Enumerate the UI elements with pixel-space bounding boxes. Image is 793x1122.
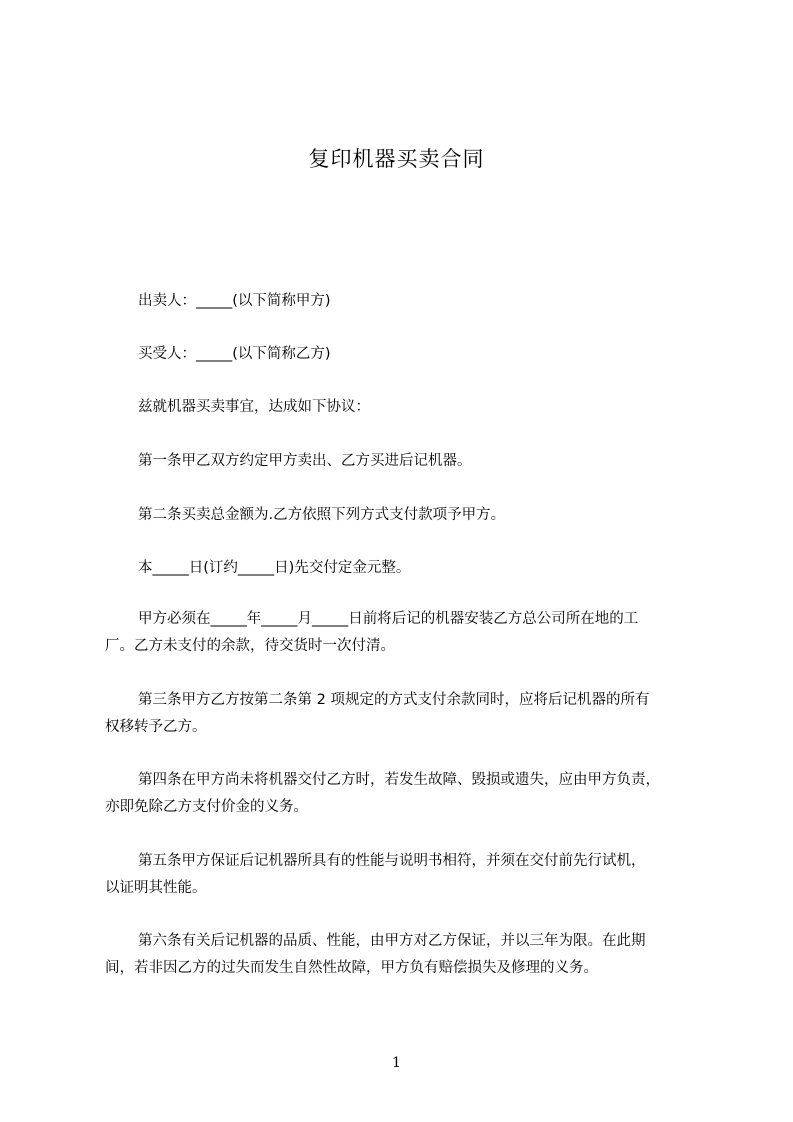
paragraph-line: 权移转予乙方。 (105, 719, 207, 735)
paragraph-line: 出卖人：_____(以下简称甲方) (138, 293, 331, 309)
paragraph-article-1 (105, 448, 705, 475)
paragraph-line: 厂。乙方未支付的余款，待交货时一次付清。 (105, 638, 395, 654)
paragraph-line: 本_____日(订约_____日)先交付定金元整。 (138, 560, 411, 576)
paragraph-article-4 (105, 767, 705, 821)
paragraph-line: 第五条甲方保证后记机器所具有的性能与说明书相符，并须在交付前先行试机， (138, 853, 646, 869)
paragraph-line: 兹就机器买卖事宜，达成如下协议： (138, 399, 370, 415)
paragraph-article-3 (105, 687, 705, 741)
paragraph-line: 甲方必须在_____年_____月_____日前将后记的机器安装乙方总公司所在地的工 (138, 611, 639, 627)
paragraph-deposit (105, 555, 705, 582)
paragraph-line: 第一条甲乙双方约定甲方卖出、乙方买进后记机器。 (138, 453, 472, 469)
paragraph-line: 第二条买卖总金额为.乙方依照下列方式支付款项予甲方。 (138, 507, 506, 523)
paragraph-line: 第四条在甲方尚未将机器交付乙方时，若发生故障、毁损或遗失，应由甲方负责， (138, 772, 660, 788)
paragraph-buyer (105, 341, 705, 368)
paragraph-line: 第六条有关后记机器的品质、性能，由甲方对乙方保证，并以三年为限。在此期 (138, 933, 646, 949)
paragraph-installation (105, 606, 705, 660)
paragraph-line: 买受人：_____(以下简称乙方) (138, 346, 331, 362)
paragraph-line: 亦即免除乙方支付价金的义务。 (105, 799, 308, 815)
paragraph-line: 以证明其性能。 (105, 880, 207, 896)
paragraph-article-5 (105, 848, 705, 902)
document-title: 复印机器买卖合同 (308, 147, 485, 171)
paragraph-seller (105, 288, 705, 315)
paragraph-article-2 (105, 502, 705, 529)
paragraph-line: 间，若非因乙方的过失而发生自然性故障，甲方负有赔偿损失及修理的义务。 (105, 960, 598, 976)
paragraph-line: 第三条甲方乙方按第二条第 2 项规定的方式支付余款同时，应将后记机器的所有 (138, 692, 650, 708)
paragraph-intro (105, 394, 705, 421)
paragraph-article-6 (105, 928, 705, 982)
page-number: 1 (392, 1055, 401, 1071)
